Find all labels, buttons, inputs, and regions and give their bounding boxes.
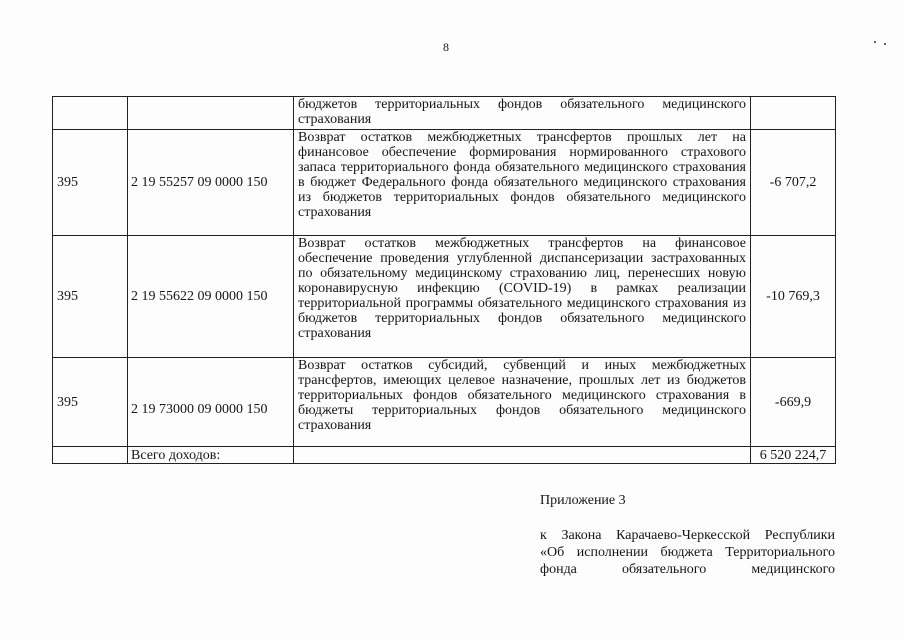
appendix-line: к Закона Карачаево-Черкесской Республики (540, 528, 835, 543)
appendix-line: «Об исполнении бюджета Территориального (540, 545, 835, 560)
budget-code-cell: 2 19 55257 09 0000 150 (128, 130, 294, 236)
scan-specks (870, 38, 900, 48)
admin-code-cell: 395 (53, 130, 128, 236)
amount-cell: -10 769,3 (751, 236, 836, 358)
admin-code-cell (53, 97, 128, 130)
description-cell (294, 447, 751, 464)
table-row (53, 130, 836, 236)
description-cell: Возврат остатков межбюджетных трансфертов на финансовое обеспечение проведения углубленной диспансеризации застрахованных по обязательному медицинскому страхованию лиц, перенесших новую коронавирусную инфекцию (COVID-19) в рамках реализации территориальной программы обязательного медицинского страхования из бюджетов территориальных фондов обязательного медицинского страхования (294, 236, 751, 358)
appendix-line: фонда обязательного медицинского (540, 562, 835, 577)
description-cell: Возврат остатков субсидий, субвенций и иных межбюджетных трансфертов, имеющих целевое назначение, прошлых лет из бюджетов территориальных фондов обязательного медицинского страхования в бюджеты территориальных фондов обязательного медицинского страхования (294, 358, 751, 447)
table-row-total (53, 447, 836, 464)
table-row (53, 358, 836, 447)
total-label: Всего доходов: (128, 447, 294, 464)
page-number: 8 (443, 40, 449, 54)
budget-code-cell: 2 19 73000 09 0000 150 (128, 358, 294, 447)
admin-code-cell: 395 (53, 236, 128, 358)
budget-code-cell: 2 19 55622 09 0000 150 (128, 236, 294, 358)
amount-cell: -669,9 (751, 358, 836, 447)
amount-cell: -6 707,2 (751, 130, 836, 236)
table-row-continuation (53, 97, 836, 130)
budget-code-cell (128, 97, 294, 130)
admin-code-cell (53, 447, 128, 464)
admin-code-cell: 395 (53, 358, 128, 447)
revenue-table (52, 96, 836, 464)
table-row (53, 236, 836, 358)
description-cell: Возврат остатков межбюджетных трансфертов прошлых лет на финансовое обеспечение формирования нормированного страхового запаса территориального фонда обязательного медицинского страхования в бюджет Федерального фонда обязательного медицинского страхования из бюджетов территориальных фондов обязательного медицинского страхования (294, 130, 751, 236)
amount-cell (751, 97, 836, 130)
description-cell: бюджетов территориальных фондов обязательного медицинского страхования (294, 97, 751, 130)
appendix-title: Приложение 3 (540, 493, 626, 508)
appendix-text (540, 527, 835, 578)
total-amount: 6 520 224,7 (751, 447, 836, 464)
